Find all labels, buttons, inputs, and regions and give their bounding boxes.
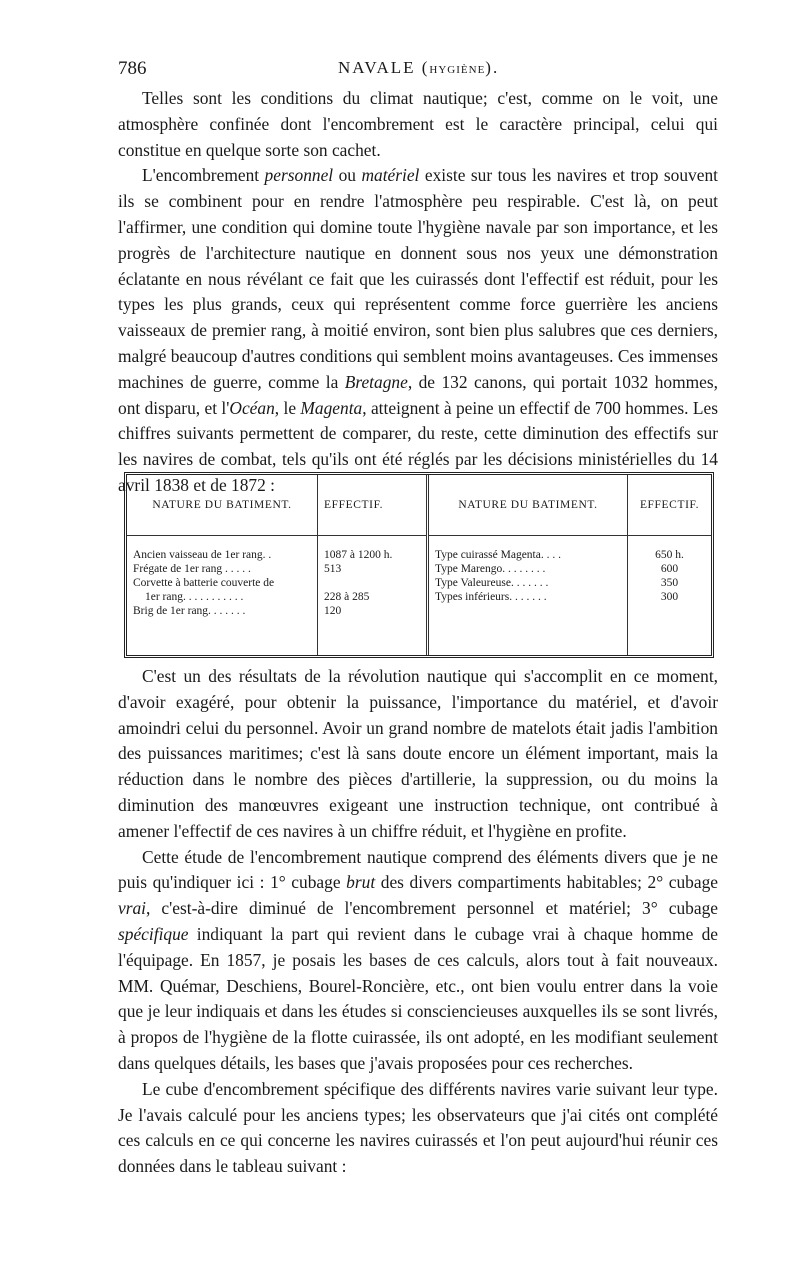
running-head-small: HYGIÈNE [429, 64, 486, 76]
p4-italic-brut: brut [346, 872, 376, 893]
p4-text-e: , c'est-à-dire diminué de l'encombrement personnel et matériel; 3° cubage [146, 898, 718, 919]
paragraph-1: Telles sont les conditions du climat nautique; c'est, comme on le voit, une atmosphère confinée dont l'encombrement est le caractère principal, celui qui constitue en quelque sorte son cachet. [118, 88, 718, 160]
header-nature-left: NATURE DU BATIMENT. [127, 475, 318, 536]
crew-table [127, 475, 711, 655]
p2-text-a: L'encombrement [142, 165, 265, 186]
table-header-row [127, 475, 711, 536]
table-cell: Frégate de 1er rang . . . . . [133, 563, 251, 575]
right-ship-names [428, 536, 628, 656]
right-ship-values [628, 536, 712, 656]
p4-text-c: des divers compartiments habitables; 2° cubage [375, 872, 718, 893]
header-effectif-right: EFFECTIF. [628, 475, 712, 536]
table-cell: 120 [324, 605, 342, 617]
table-cell: 300 [660, 591, 679, 603]
table-cell: Corvette à batterie couverte de [133, 577, 275, 589]
paragraph-2 [118, 163, 718, 498]
table-cell: Ancien vaisseau de 1er rang. . [133, 549, 272, 561]
p4-text-g: indiquant la part qui revient dans le cubage vrai à chaque homme de l'équipage. En 1857, je posais les bases de ces calculs, alors tout à fait nouveaux. MM. Quémar, Deschiens, Bourel-Roncière, etc., ont bien voulu entrer dans la voie que je leur indiquais et dans les études si consciencieuses auxquelles ils se sont livrés, à propos de l'hygiène de la flotte cuirassée, ils ont adopté, en les modifiant seulement dans quelques détails, les bases que j'avais proposées pour ces recherches. [118, 923, 718, 1073]
page-number: 786 [118, 58, 147, 79]
table-cell: 513 [324, 563, 342, 575]
table-cell: Type Valeureuse. . . . . . . [435, 577, 549, 589]
p2-italic-bretagne: Bretagne [344, 371, 408, 392]
header-nature-right: NATURE DU BATIMENT. [428, 475, 628, 536]
running-head-main: NAVALE ( [338, 58, 430, 77]
paragraph-4 [118, 845, 718, 1077]
crew-size-table [124, 472, 714, 658]
table-row [127, 536, 711, 656]
table-cell: Types inférieurs. . . . . . . [435, 591, 547, 603]
p2-italic-personnel: personnel [264, 165, 334, 186]
p2-italic-materiel: matériel [361, 165, 420, 186]
p4-italic-specifique: spécifique [118, 923, 189, 944]
table-cell: Brig de 1er rang. . . . . . . [133, 605, 246, 617]
table-cell: 650 h. [655, 549, 684, 561]
p2-text-i: , le [274, 397, 301, 418]
p2-italic-magenta: Magenta [300, 397, 363, 418]
page-header [118, 58, 718, 84]
table-cell: Type cuirassé Magenta. . . . [435, 549, 561, 561]
table-cell [324, 576, 420, 590]
paragraph-5: Le cube d'encombrement spécifique des différents navires varie suivant leur type. Je l'avais calculé pour les anciens types; les observateurs que j'ai cités ont complété ces calculs en ce qui concerne les navires cuirassés et l'on peut aujourd'hui réunir ces données dans le tableau suivant : [118, 1078, 718, 1177]
p4-text-a: Cette étude de l'encombrement nautique comprend des éléments divers que je ne puis qu'indiquer ici : 1° cubage [118, 846, 718, 893]
running-head-end: ). [485, 58, 500, 77]
p2-text-c: ou [333, 165, 362, 186]
left-ship-names [127, 536, 318, 656]
running-head [338, 58, 499, 78]
table-cell: 600 [660, 563, 679, 575]
p2-text-g: , de 132 canons, qui portait 1032 hommes, ont disparu, et l' [118, 371, 718, 418]
text-block-top [118, 86, 718, 499]
table-cell: Type Marengo. . . . . . . . [435, 563, 546, 575]
table-cell: 1087 à 1200 h. [324, 549, 393, 561]
p2-text-e: existe sur tous les navires et trop souvent ils se combinent pour en rendre l'atmosphère peu respirable. C'est là, on peut l'affirmer, une condition qui domine toute l'hygiène navale par son importance, et les progrès de l'architecture nautique en donnent sous nos yeux une démonstration éclatante en nous révélant ce fait que les cuirassés dont l'effectif est réduit, pour les types les plus grands, ceux qui représentent comme force guerrière les anciens vaisseaux de premier rang, à moitié environ, sont bien plus salubres que ces derniers, malgré beaucoup d'autres conditions qui semblent moins avantageuses. Ces immenses machines de guerre, comme la [118, 165, 719, 392]
left-ship-values [318, 536, 428, 656]
text-block-bottom [118, 664, 718, 1180]
table-cell: 228 à 285 [324, 591, 370, 603]
p4-italic-vrai: vrai [118, 898, 147, 919]
table-cell: 350 [660, 577, 679, 589]
p2-text-k: , atteignent à peine un effectif de 700 hommes. Les chiffres suivants permettent de comparer, du reste, cette diminution des effectifs sur les navires de combat, tels qu'ils ont été réglés par les décisions ministérielles du 14 avril 1838 et de 1872 : [118, 397, 719, 495]
table-cell: 1er rang. . . . . . . . . . . [145, 591, 244, 603]
p2-italic-ocean: Océan [229, 397, 275, 418]
paragraph-3: C'est un des résultats de la révolution nautique qui s'accomplit en ce moment, d'avoir exagéré, pour obtenir la puissance, l'importance du matériel, et d'avoir amoindri celui du personnel. Avoir un grand nombre de matelots était jadis l'ambition des puissances maritimes; c'est là sans doute encore un élément important, mais la réduction dans le nombre des pièces d'artillerie, la suppression, ou du moins la diminution des manœuvres exigeant une instruction technique, ont contribué à amener l'effectif de ces navires à un chiffre réduit, et l'hygiène en profite. [118, 666, 718, 841]
header-effectif-left: EFFECTIF. [318, 475, 428, 536]
